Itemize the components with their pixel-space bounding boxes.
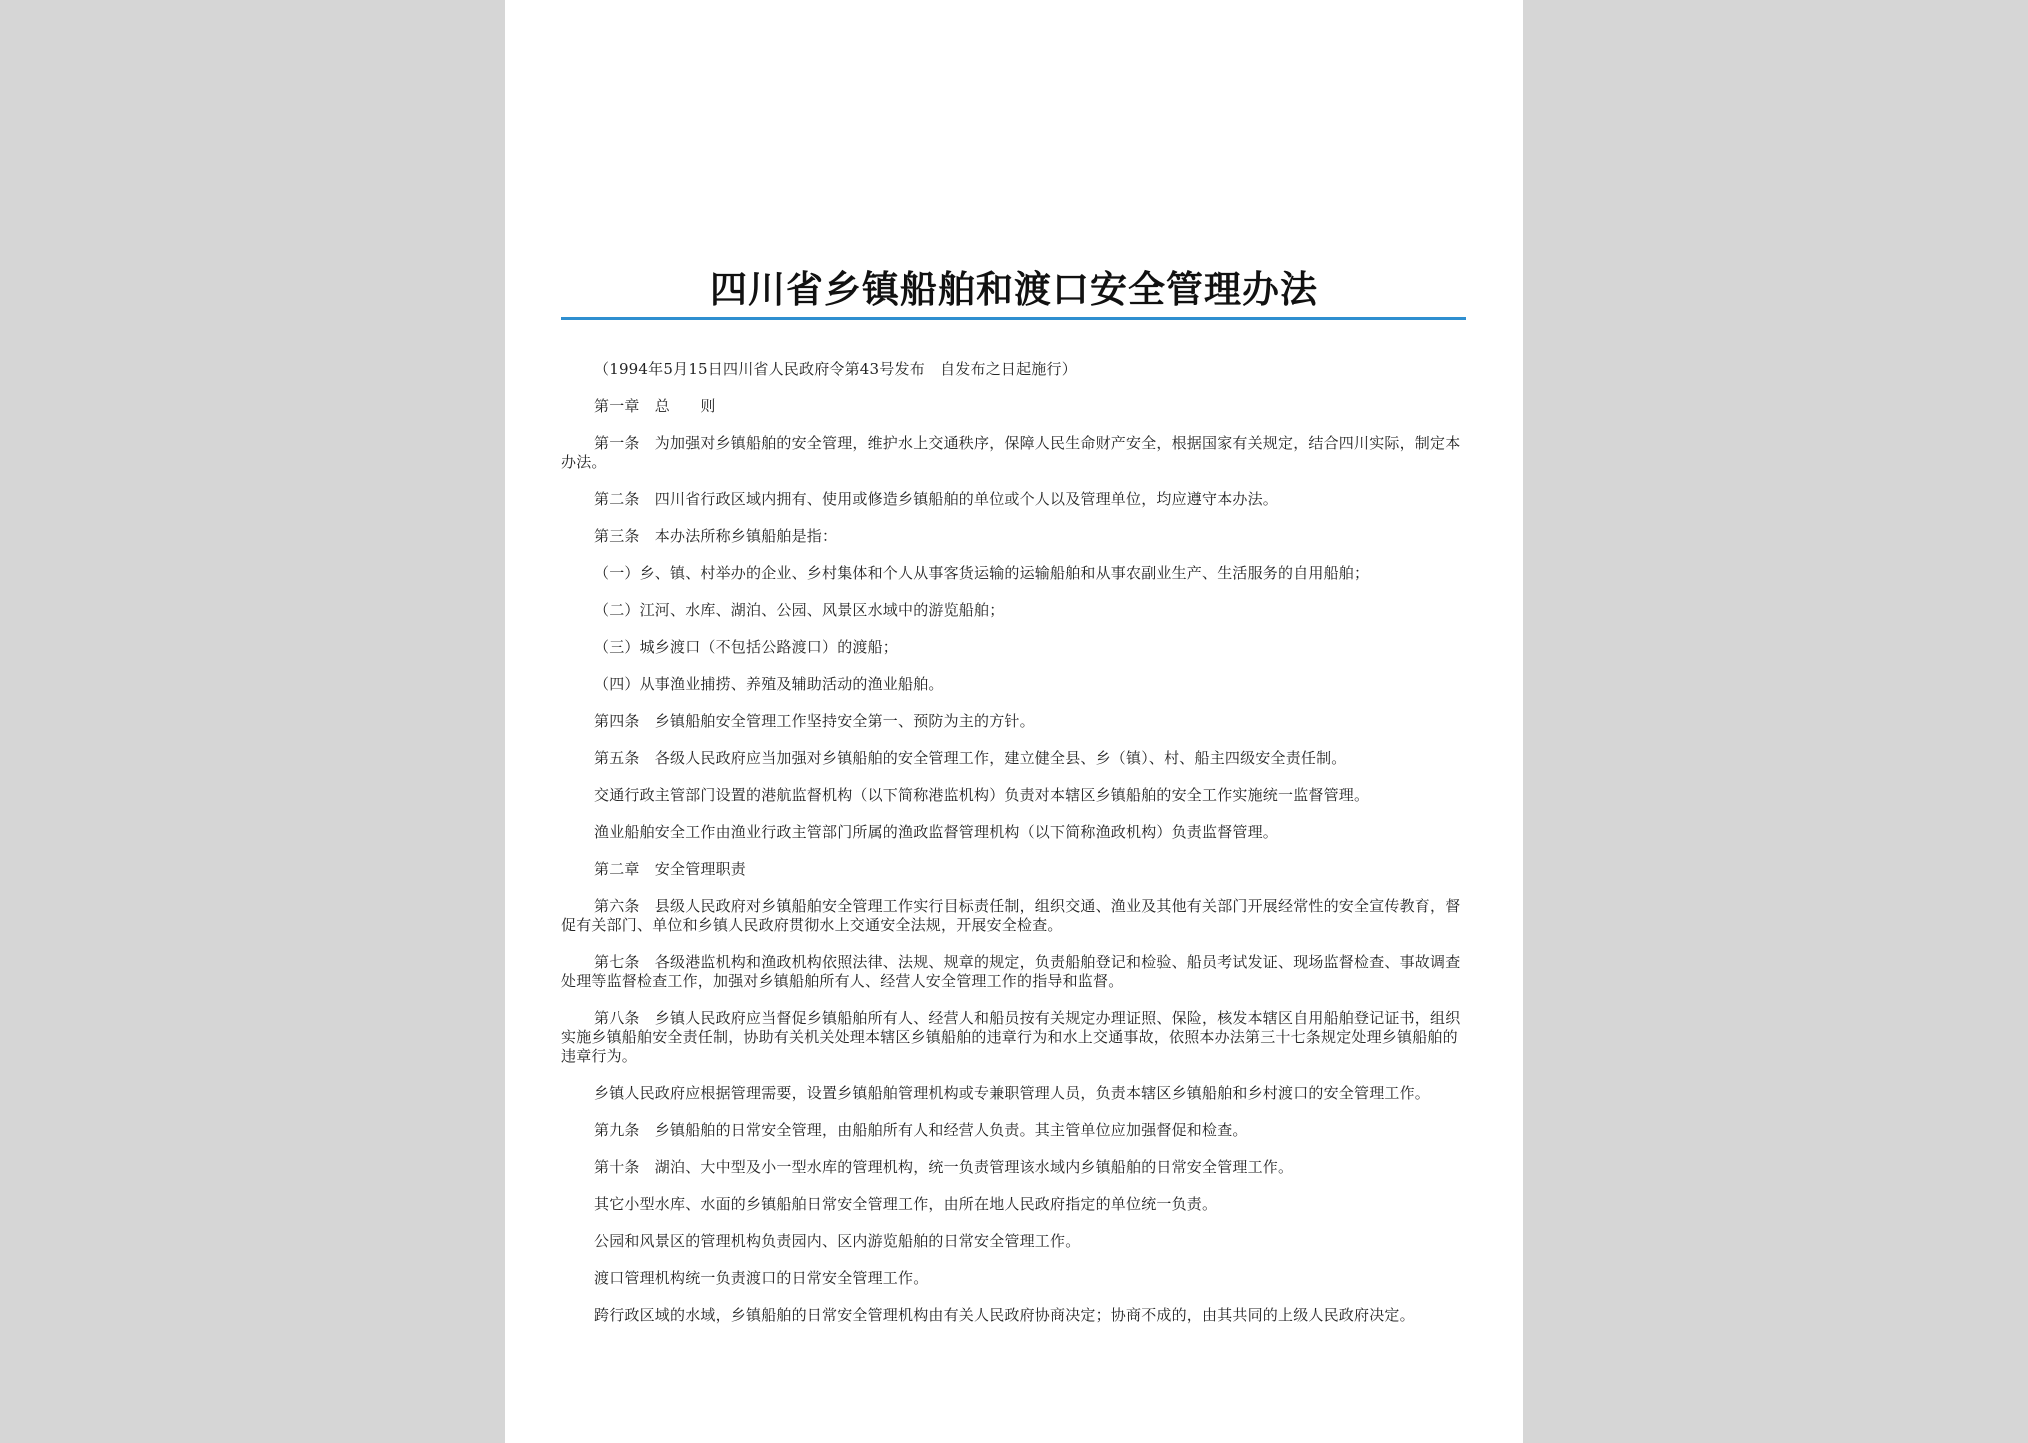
article-paragraph: 第五条 各级人民政府应当加强对乡镇船舶的安全管理工作，建立健全县、乡（镇）、村、船主四级安全责任制。 <box>594 749 1347 767</box>
document-body <box>561 360 1469 1342</box>
article-paragraph: 第十条 湖泊、大中型及小一型水库的管理机构，统一负责管理该水域内乡镇船舶的日常安全管理工作。 <box>594 1158 1294 1176</box>
article-paragraph: 第二条 四川省行政区域内拥有、使用或修造乡镇船舶的单位或个人以及管理单位，均应遵守本办法。 <box>594 490 1279 508</box>
document-title: 四川省乡镇船舶和渡口安全管理办法 <box>710 267 1318 311</box>
title-underline <box>561 317 1466 320</box>
article-paragraph: 第四条 乡镇船舶安全管理工作坚持安全第一、预防为主的方针。 <box>594 712 1035 730</box>
list-item: （三）城乡渡口（不包括公路渡口）的渡船； <box>594 638 899 656</box>
chapter-heading: 第一章 总 则 <box>594 397 716 415</box>
document-page <box>505 0 1523 1443</box>
article-paragraph: 跨行政区域的水域，乡镇船舶的日常安全管理机构由有关人民政府协商决定；协商不成的，由其共同的上级人民政府决定。 <box>594 1306 1415 1324</box>
article-paragraph: 其它小型水库、水面的乡镇船舶日常安全管理工作，由所在地人民政府指定的单位统一负责。 <box>594 1195 1218 1213</box>
article-paragraph: 交通行政主管部门设置的港航监督机构（以下简称港监机构）负责对本辖区乡镇船舶的安全工作实施统一监督管理。 <box>594 786 1370 804</box>
article-paragraph: 第七条 各级港监机构和渔政机构依照法律、法规、规章的规定，负责船舶登记和检验、船员考试发证、现场监督检查、事故调查处理等监督检查工作，加强对乡镇船舶所有人、经营人安全管理工作的指导和监督。 <box>561 953 1461 990</box>
article-paragraph: 第九条 乡镇船舶的日常安全管理，由船舶所有人和经营人负责。其主管单位应加强督促和检查。 <box>594 1121 1248 1139</box>
article-paragraph: 第一条 为加强对乡镇船舶的安全管理，维护水上交通秩序，保障人民生命财产安全，根据国家有关规定，结合四川实际，制定本办法。 <box>561 434 1461 471</box>
list-item: （一）乡、镇、村举办的企业、乡村集体和个人从事客货运输的运输船舶和从事农副业生产、生活服务的自用船舶； <box>594 564 1370 582</box>
article-paragraph: 第八条 乡镇人民政府应当督促乡镇船舶所有人、经营人和船员按有关规定办理证照、保险，核发本辖区自用船舶登记证书，组织实施乡镇船舶安全责任制，协助有关机关处理本辖区乡镇船舶的违章行为和水上交通事故，依照本办法第三十七条规定处理乡镇船舶的违章行为。 <box>561 1009 1461 1065</box>
list-item: （四）从事渔业捕捞、养殖及辅助活动的渔业船舶。 <box>594 675 944 693</box>
chapter-heading: 第二章 安全管理职责 <box>594 860 747 878</box>
list-item: （二）江河、水库、湖泊、公园、风景区水域中的游览船舶； <box>594 601 1005 619</box>
article-paragraph: 渡口管理机构统一负责渡口的日常安全管理工作。 <box>594 1269 929 1287</box>
article-paragraph: 乡镇人民政府应根据管理需要，设置乡镇船舶管理机构或专兼职管理人员，负责本辖区乡镇船舶和乡村渡口的安全管理工作。 <box>594 1084 1431 1102</box>
article-paragraph: 渔业船舶安全工作由渔业行政主管部门所属的渔政监督管理机构（以下简称渔政机构）负责监督管理。 <box>594 823 1279 841</box>
article-paragraph: 第六条 县级人民政府对乡镇船舶安全管理工作实行目标责任制，组织交通、渔业及其他有关部门开展经常性的安全宣传教育，督促有关部门、单位和乡镇人民政府贯彻水上交通安全法规，开展安全检查。 <box>561 897 1461 934</box>
article-paragraph: 公园和风景区的管理机构负责园内、区内游览船舶的日常安全管理工作。 <box>594 1232 1081 1250</box>
issuance-note: （1994年5月15日四川省人民政府令第43号发布 自发布之日起施行） <box>594 360 1077 378</box>
article-paragraph: 第三条 本办法所称乡镇船舶是指： <box>594 527 838 545</box>
